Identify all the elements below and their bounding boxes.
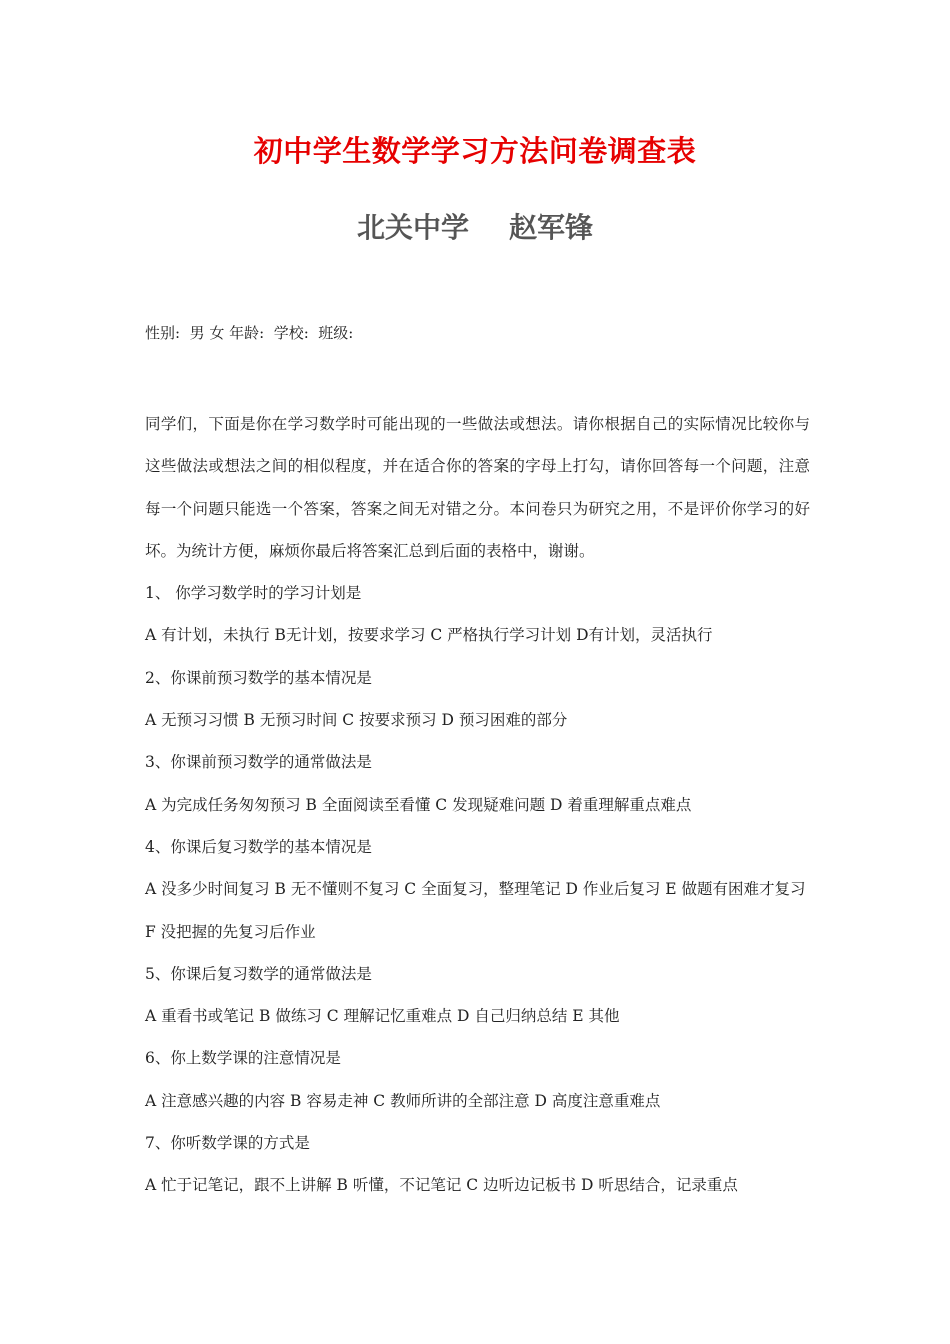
question-text: 1、 你学习数学时的学习计划是 xyxy=(145,584,362,603)
author-name: 赵军锋 xyxy=(509,211,594,244)
question-text: 3、你课前预习数学的通常做法是 xyxy=(145,753,372,772)
question-7 xyxy=(145,1122,810,1207)
question-2 xyxy=(145,657,810,742)
answer-options[interactable]: A 无预习习惯 B 无预习时间 C 按要求预习 D 预习困难的部分 xyxy=(145,711,568,730)
question-1 xyxy=(145,572,810,657)
question-6 xyxy=(145,1037,810,1122)
intro-paragraph: 同学们，下面是你在学习数学时可能出现的一些做法或想法。请你根据自己的实际情况比较你与这些做法或想法之间的相似程度，并在适合你的答案的字母上打勾，请你回答每一个问题，注意每一个问题只能选一个答案，答案之间无对错之分。本问卷只为研究之用，不是评价你学习的好坏。为统计方便，麻烦你最后将答案汇总到后面的表格中，谢谢。 xyxy=(145,415,810,560)
question-text: 4、你课后复习数学的基本情况是 xyxy=(145,837,372,856)
author-line xyxy=(0,210,950,246)
question-5 xyxy=(145,953,810,1038)
answer-options[interactable]: A 为完成任务匆匆预习 B 全面阅读至看懂 C 发现疑难问题 D 着重理解重点难点 xyxy=(145,795,692,814)
answer-options[interactable]: A 有计划，未执行 B无计划，按要求学习 C 严格执行学习计划 D有计划，灵活执行 xyxy=(145,626,713,645)
survey-body xyxy=(145,403,810,1207)
question-text: 6、你上数学课的注意情况是 xyxy=(145,1049,341,1068)
answer-options[interactable]: A 忙于记笔记，跟不上讲解 B 听懂，不记笔记 C 边听边记板书 D 听思结合，记录重点 xyxy=(145,1176,738,1195)
question-4 xyxy=(145,826,810,953)
answer-options[interactable]: A 注意感兴趣的内容 B 容易走神 C 教师所讲的全部注意 D 高度注意重难点 xyxy=(145,1091,661,1110)
answer-options[interactable]: A 没多少时间复习 B 无不懂则不复习 C 全面复习，整理笔记 D 作业后复习 E 做题有困难才复习 F 没把握的先复习后作业 xyxy=(145,880,806,941)
question-3 xyxy=(145,741,810,826)
question-text: 7、你听数学课的方式是 xyxy=(145,1134,310,1153)
author-school: 北关中学 xyxy=(356,211,469,244)
answer-options[interactable]: A 重看书或笔记 B 做练习 C 理解记忆重难点 D 自己归纳总结 E 其他 xyxy=(145,1007,620,1026)
document-title: 初中学生数学学习方法问卷调查表 xyxy=(253,134,697,168)
question-text: 5、你课后复习数学的通常做法是 xyxy=(145,964,372,983)
respondent-info-fields: 性别: 男 女 年龄: 学校: 班级: xyxy=(145,324,354,342)
question-text: 2、你课前预习数学的基本情况是 xyxy=(145,668,372,687)
